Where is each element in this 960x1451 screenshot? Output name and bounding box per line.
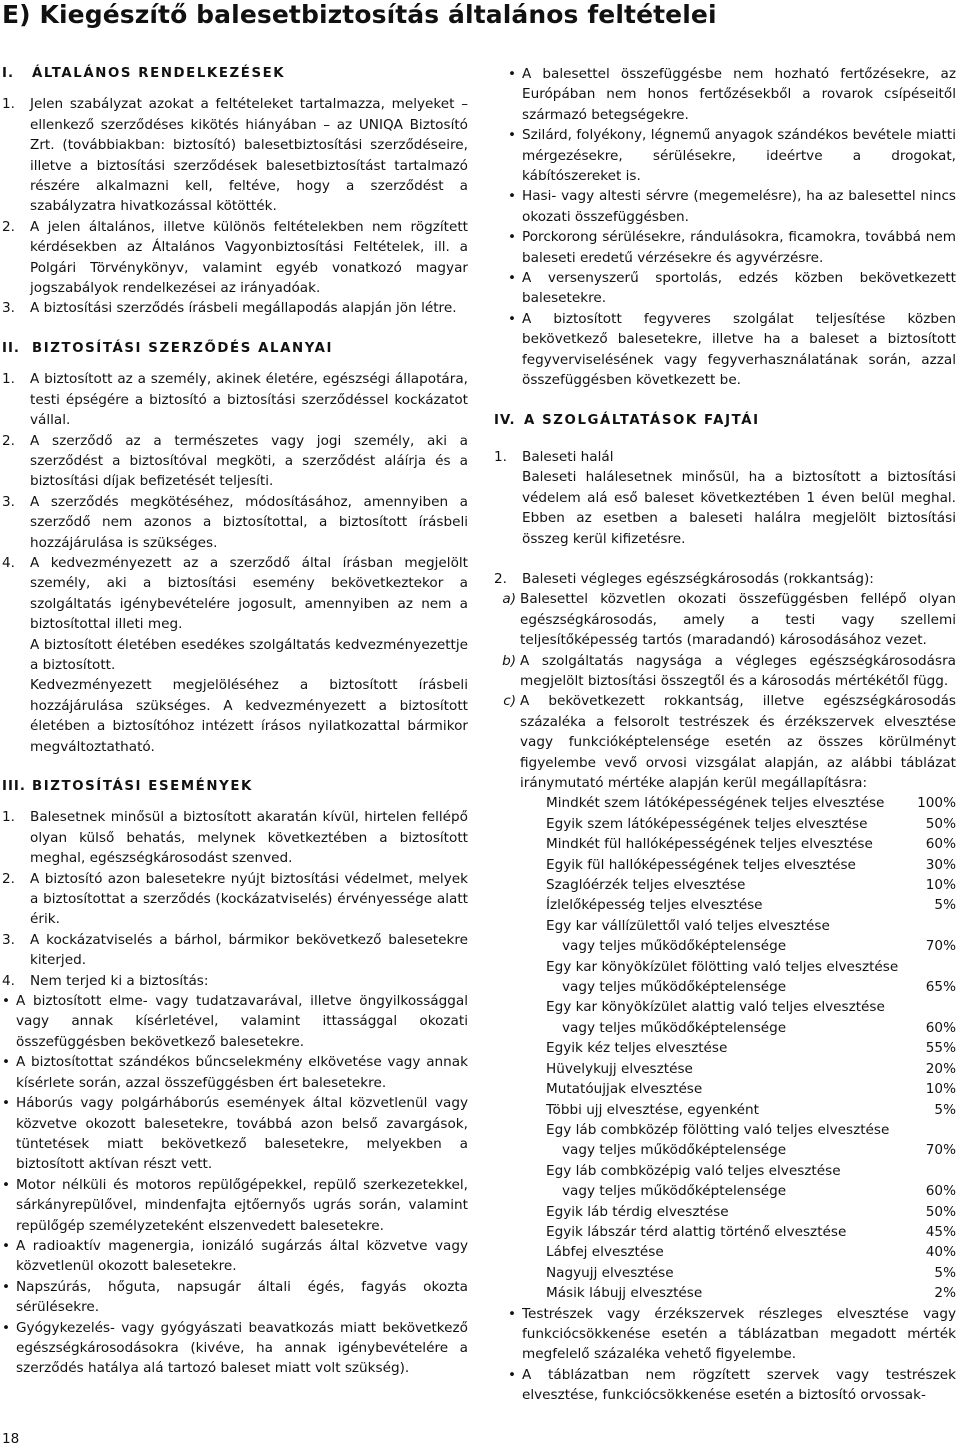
exclusion-list-continued — [508, 64, 956, 391]
table-row — [546, 1222, 956, 1242]
paragraph: Baleseti halálesetnek minősül, ha a biztosított a biztosítási védelem alá eső baleset következtében 1 éven belül meghal. Ebben az esetben a baleseti halálra megjelölt biztosítási összeg kerül kifizetésre. — [522, 469, 956, 547]
list-item: 1. Balesetnek minősül a biztosított akaratán kívül, hirtelen fellépő olyan külső behatás, melynek következtében a biztosított meghal, egészségkárosodást szenved. — [2, 809, 468, 867]
table-cell-percent: 10% — [925, 1081, 956, 1098]
table-cell-label: vagy teljes működőképtelensége — [562, 1183, 787, 1200]
list-item: 4. Nem terjed ki a biztosítás: — [2, 972, 209, 989]
section-heading-2: II. BIZTOSÍTÁSI SZERZŐDÉS ALANYAI — [2, 340, 334, 356]
table-cell-label: vagy teljes működőképtelensége — [562, 938, 787, 955]
table-cell-label: Egy kar vállízülettől való teljes elvesztése — [546, 917, 830, 934]
bullet-item: • A táblázatban nem rögzített szervek vagy testrészek elvesztése, funkciócsökkenése esetén a biztosító orvossak- — [508, 1366, 956, 1404]
table-cell-percent: 60% — [925, 836, 956, 853]
lettered-item: c) A bekövetkezett rokkantság, illetve egészségkárosodás százaléka a felsorolt testrészek és érzékszervek elvesztése vagy funkcióképtelensége esetén az összes körülményt figyelembe vevő orvosi vizsgálat alapján, az alábbi táblázat iránymutató mértéke alapján kerül megállapításra: — [503, 693, 956, 791]
table-cell-label: Egy kar könyökízület alattig való teljes elvesztése — [546, 999, 885, 1016]
table-cell-percent: 2% — [934, 1285, 956, 1302]
table-row — [546, 997, 956, 1017]
paragraph: Kedvezményezett megjelöléséhez a biztosított írásbeli hozzájárulása szükséges. A kedvezményezett a biztosított életében a biztosítóhoz intézett írásos nyilatkozattal bármikor megváltoztatható. — [30, 677, 468, 755]
table-cell-label: Hüvelykujj elvesztése — [546, 1060, 693, 1077]
table-cell-percent: 45% — [925, 1223, 956, 1240]
list-item: 1. Jelen szabályzat azokat a feltételeket tartalmazza, melyeket – ellenkező szerződéses kikötés hiányában – az UNIQA Biztosító Zrt. (továbbiakban: biztosító) balesetbiztosítási szerződéseire, illetve a biztosítási szerződések balesetbiztosítást tartalmazó részére alkalmazni kell, feltéve, hogy a szerződést a szabályzatra hivatkozással kötötték. — [2, 96, 468, 215]
bullet-item: • Testrészek vagy érzékszervek részleges elvesztése vagy funkciócsökkenése esetén a táblázatban megadott mérték megfelelő százaléka vehető figyelembe. — [508, 1305, 956, 1363]
table-row — [546, 1100, 956, 1120]
table-cell-label: vagy teljes működőképtelensége — [562, 1019, 787, 1036]
table-cell-percent: 60% — [925, 1183, 956, 1200]
table-row — [546, 1018, 956, 1038]
table-cell-percent: 70% — [925, 938, 956, 955]
bullet-item: • Napszúrás, hőguta, napsugár általi égés, fagyás okozta sérülésekre. — [2, 1278, 468, 1316]
table-row — [546, 957, 956, 977]
table-cell-percent: 60% — [925, 1019, 956, 1036]
table-row — [546, 1079, 956, 1099]
table-cell-label: Egyik szem látóképességének teljes elvesztése — [546, 815, 868, 832]
list-item: 2. A jelen általános, illetve különös feltételekben nem rögzített kérdésekben az Általános Vagyonbiztosítási Feltételek, ill. a Polgári Törvénykönyv, valamint egyéb vonatkozó magyar jogszabályok rendelkezései az irányadóak. — [2, 218, 468, 297]
bullet-item: • Motor nélküli és motoros repülőgépekkel, repülő szerkezetekkel, sárkányrepülővel, mindenfajta ejtőernyős ugrás során, valamint repülőgép személyzeteként elszenvedett balesetekre. — [2, 1176, 468, 1234]
table-cell-percent: 5% — [934, 897, 956, 914]
section-heading-3: III. BIZTOSÍTÁSI ESEMÉNYEK — [2, 779, 253, 794]
bullet-item: • Gyógykezelés- vagy gyógyászati beavatkozás miatt bekövetkező egészségkárosodásokra (kivéve, ha annak igénybevételére a szerződés hatálya alá tartozó baleset miatt volt szükség). — [2, 1319, 468, 1377]
list-item: 1. Baleseti halál — [494, 448, 614, 465]
table-cell-percent: 100% — [917, 795, 956, 812]
bullet-item: • A biztosítottat szándékos bűncselekmény elkövetése vagy annak kísérlete során, azzal összefüggésben ért balesetekre. — [2, 1054, 468, 1091]
table-row — [546, 1283, 956, 1303]
section-heading-1: I. ÁLTALÁNOS RENDELKEZÉSEK — [2, 66, 286, 81]
list-item: 2. A szerződő az a természetes vagy jogi személy, aki a szerződést a biztosítóval megköti, a szerződést aláírja és a biztosítási díjak befizetését teljesíti. — [2, 432, 468, 490]
list-item: 2. Baleseti végleges egészségkárosodás (rokkantság): — [494, 570, 874, 587]
left-column — [2, 64, 468, 1379]
table-row — [546, 793, 956, 813]
table-cell-label: Mindkét szem látóképességének teljes elvesztése — [546, 795, 885, 812]
after-table-list — [508, 1304, 956, 1406]
bullet-item: • Hasi- vagy altesti sérvre (megemelésre), ha az balesettel nincs okozati összefüggésben. — [508, 188, 956, 225]
bullet-item: • A versenyszerű sportolás, edzés közben bekövetkezett balesetekre. — [508, 270, 956, 307]
table-cell-label: Mindkét fül hallóképességének teljes elvesztése — [546, 836, 873, 853]
list-item: 3. A kockázatviselés a bárhol, bármikor bekövetkező balesetekre kiterjed. — [2, 931, 468, 969]
table-cell-percent: 55% — [925, 1040, 956, 1057]
bullet-item: • A biztosított elme- vagy tudatzavarával, illetve öngyilkossággal vagy annak kísérletével, valamint ittassággal okozati összefüggésben bekövetkező balesetekre. — [2, 993, 468, 1050]
list-item: 2. A biztosító azon balesetekre nyújt biztosítási védelmet, melyek a biztosítottat a szerződés (kockázatviselés) érvényessége alatt érik. — [2, 870, 468, 928]
section-heading-4: IV. A SZOLGÁLTATÁSOK FAJTÁI — [494, 412, 760, 428]
table-row — [546, 1263, 956, 1283]
table-cell-percent: 5% — [934, 1264, 956, 1281]
table-cell-percent: 5% — [934, 1101, 956, 1118]
bullet-item: • A biztosított fegyveres szolgálat teljesítése közben bekövetkező balesetekre, illetve ha a baleset a biztosított fegyverviselésének vagy fegyverhasználatának során, azzal összefüggésben következett be. — [508, 310, 956, 389]
table-cell-percent: 30% — [925, 856, 956, 873]
table-row — [546, 855, 956, 875]
table-row — [546, 1181, 956, 1201]
table-cell-label: Másik lábujj elvesztése — [546, 1285, 703, 1302]
table-cell-label: Egyik fül hallóképességének teljes elvesztése — [546, 856, 856, 873]
lettered-item: b) A szolgáltatás nagysága a végleges egészségkárosodásra megjelölt biztosítási összegtől és a károsodás mértékétől függ. — [502, 652, 956, 689]
table-cell-label: Nagyujj elvesztése — [546, 1264, 674, 1281]
table-cell-label: Egyik kéz teljes elvesztése — [546, 1040, 728, 1057]
table-cell-label: vagy teljes működőképtelensége — [562, 1142, 787, 1159]
right-column — [494, 64, 956, 1406]
table-row — [546, 1161, 956, 1181]
bullet-item: • Szilárd, folyékony, légnemű anyagok szándékos bevétele miatti mérgezésekre, sérülésekre, ideértve a drogokat, kábítószereket is. — [508, 127, 956, 185]
table-cell-label: Mutatóujjak elvesztése — [546, 1081, 703, 1098]
list-item: 3. A biztosítási szerződés írásbeli megállapodás alapján jön létre. — [2, 300, 457, 317]
disability-table — [546, 793, 956, 1303]
table-row — [546, 916, 956, 936]
table-row — [546, 1140, 956, 1160]
table-row — [546, 1202, 956, 1222]
table-cell-percent: 20% — [925, 1060, 956, 1077]
table-cell-label: Többi ujj elvesztése, egyenként — [546, 1101, 759, 1118]
table-row — [546, 977, 956, 997]
table-row — [546, 1059, 956, 1079]
table-cell-label: Egy láb combközép fölötting való teljes elvesztése — [546, 1121, 890, 1138]
table-row — [546, 1038, 956, 1058]
table-cell-label: Egyik láb térdig elvesztése — [546, 1203, 729, 1220]
table-cell-label: Lábfej elvesztése — [546, 1244, 664, 1261]
list-item: 3. A szerződés megkötéséhez, módosításához, amennyiben a szerződő nem azonos a biztosítottal, a biztosított írásbeli hozzájárulása is szükséges. — [2, 493, 468, 551]
table-row — [546, 1242, 956, 1262]
table-cell-percent: 50% — [925, 1203, 956, 1220]
lettered-item: a) Balesettel közvetlen okozati összefüggésben fellépő olyan egészségkárosodás, amely a testi vagy szellemi teljesítőképesség tartós (maradandó) károsodásához vezet. — [502, 591, 956, 649]
table-cell-label: Egyik lábszár térd alattig történő elvesztése — [546, 1223, 847, 1240]
table-row — [546, 1120, 956, 1140]
exclusion-list — [2, 991, 468, 1379]
table-cell-percent: 40% — [925, 1244, 956, 1261]
table-cell-label: Ízlelőképesség teljes elvesztése — [546, 897, 763, 914]
table-cell-percent: 50% — [925, 815, 956, 832]
table-cell-percent: 70% — [925, 1142, 956, 1159]
page-title: E) Kiegészítő balesetbiztosítás általános feltételei — [2, 0, 717, 29]
table-cell-label: Egy láb combközépig való teljes elvesztése — [546, 1162, 841, 1179]
table-cell-percent: 65% — [925, 979, 956, 996]
paragraph: A biztosított életében esedékes szolgáltatás kedvezményezettje a biztosított. — [30, 636, 468, 673]
bullet-item: • Háborús vagy polgárháborús események által közvetlenül vagy közvetve okozott balesetekre, továbbá azon belső zavargások, tüntetések miatt bekövetkező balesetekre, melyekben a biztosított aktívan részt vett. — [2, 1095, 468, 1173]
bullet-item: • Porckorong sérülésekre, rándulásokra, ficamokra, továbbá nem baleseti eredetű vérzésekre és agyvérzésre. — [508, 229, 956, 266]
list-item: 1. A biztosított az a személy, akinek életére, egészségi állapotára, testi épségére a biztosító a biztosítási szerződéssel kockázatot vállal. — [2, 371, 468, 429]
table-cell-percent: 10% — [925, 877, 956, 894]
table-row — [546, 895, 956, 915]
list-item: 4. A kedvezményezett az a szerződő által írásban megjelölt személy, aki a biztosítási esemény bekövetkeztekor a szolgáltatás igénybevételére jogosult, amennyiben az nem a biztosítottal illeti meg. — [2, 554, 468, 633]
table-cell-label: Egy kar könyökízület fölötting való teljes elvesztése — [546, 958, 899, 975]
table-row — [546, 875, 956, 895]
table-row — [546, 834, 956, 854]
table-row — [546, 936, 956, 956]
bullet-item: • A balesettel összefüggésbe nem hozható fertőzésekre, az Európában nem honos fertőzésekből a rovarok csípéseitől származó betegségekre. — [508, 66, 956, 123]
table-cell-label: Szaglóérzék teljes elvesztése — [546, 877, 746, 894]
bullet-item: • A radioaktív magenergia, ionizáló sugárzás által közvetve vagy közvetlenül okozott balesetekre. — [2, 1237, 468, 1275]
page-number: 18 — [2, 1431, 20, 1447]
table-row — [546, 814, 956, 834]
table-cell-label: vagy teljes működőképtelensége — [562, 979, 787, 996]
